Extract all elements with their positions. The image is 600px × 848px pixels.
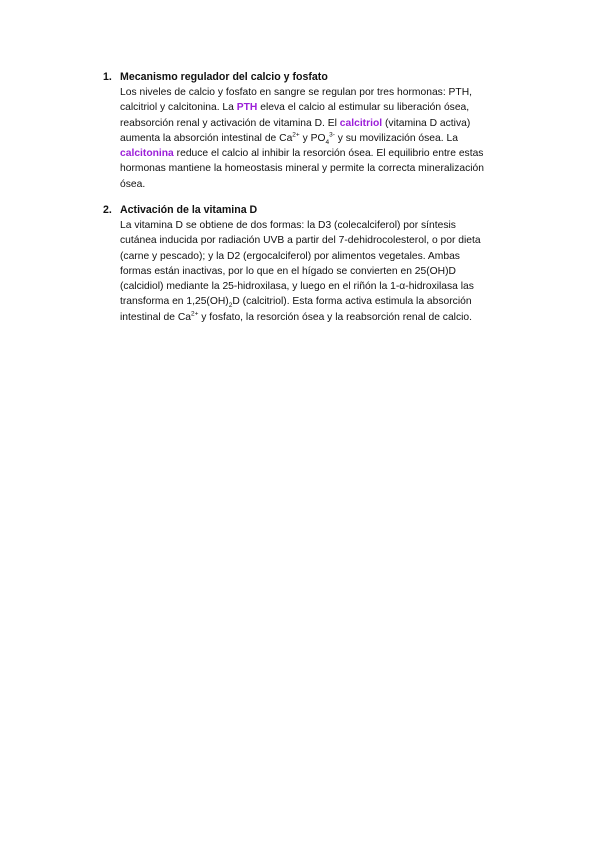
text-run: y PO — [299, 132, 326, 144]
text-run: D (calcitriol). Esta forma activa estimula la absorción — [232, 296, 472, 308]
superscript: 2+ — [190, 310, 199, 318]
section-paragraph — [120, 218, 520, 325]
paragraph-line — [120, 177, 520, 192]
text-run: intestinal de Ca — [120, 311, 191, 323]
paragraph-line — [120, 279, 520, 294]
paragraph-line — [120, 218, 520, 233]
text-run: Los niveles de calcio y fosfato en sangre se regulan por tres hormonas: PTH, — [120, 87, 472, 98]
text-run: (carne y pescado); y la D2 (ergocalciferol) por alimentos vegetales. Ambas — [120, 250, 460, 262]
text-run: ósea. — [120, 178, 146, 190]
section-calcium-phosphate-regulation — [103, 70, 523, 192]
paragraph-line — [120, 249, 520, 264]
paragraph-line — [120, 264, 520, 279]
text-run: reduce el calcio al inhibir la resorción ósea. El equilibrio entre estas — [173, 148, 484, 160]
highlight-term-pth: PTH — [236, 102, 258, 114]
text-run: y fosfato, la resorción ósea y la reabsorción renal de calcio. — [198, 311, 472, 323]
paragraph-line — [120, 294, 520, 309]
highlight-term-calcitriol: calcitriol — [339, 117, 383, 129]
text-run: La vitamina D se obtiene de dos formas: la D3 (colecalciferol) por síntesis — [120, 220, 456, 231]
section-heading — [103, 203, 523, 218]
section-vitamin-d-activation — [103, 203, 523, 325]
section-title: Mecanismo regulador del calcio y fosfato — [120, 71, 328, 83]
superscript: 2+ — [292, 131, 300, 139]
section-number: 2. — [103, 204, 112, 216]
text-run: reabsorción renal y activación de vitamina D. El — [120, 117, 340, 129]
text-run: y su movilización ósea. La — [334, 132, 458, 144]
paragraph-line — [120, 131, 520, 146]
text-run: formas están inactivas, por lo que en el hígado se convierten en 25(OH)D — [120, 265, 456, 277]
text-run: transforma en 1,25(OH) — [120, 296, 229, 308]
paragraph-line — [120, 100, 520, 115]
text-run: (calcidiol) mediante la 25-hidroxilasa, y luego en el riñón la 1-α-hidroxilasa las — [120, 281, 474, 293]
paragraph-line — [120, 85, 520, 100]
section-paragraph — [120, 85, 520, 192]
text-run: eleva el calcio al estimular su liberación ósea, — [257, 102, 470, 114]
paragraph-line — [120, 116, 520, 131]
text-run: hormonas mantiene la homeostasis mineral y permite la correcta mineralización — [120, 163, 484, 175]
paragraph-line — [120, 310, 520, 325]
subscript: 4 — [325, 138, 330, 146]
superscript: 3- — [329, 131, 335, 139]
paragraph-line — [120, 161, 520, 176]
paragraph-line — [120, 233, 520, 248]
text-run: aumenta la absorción intestinal de Ca — [120, 132, 293, 144]
section-heading — [103, 70, 523, 85]
paragraph-line — [120, 146, 520, 161]
highlight-term-calcitonina: calcitonina — [120, 148, 174, 160]
section-number: 1. — [103, 71, 112, 83]
text-run: calcitriol y calcitonina. La — [120, 102, 237, 114]
subscript: 2 — [228, 302, 233, 310]
section-title: Activación de la vitamina D — [120, 204, 258, 216]
text-run: cutánea inducida por radiación UVB a partir del 7-dehidrocolesterol, o por dieta — [120, 235, 481, 247]
text-run: (vitamina D activa) — [382, 117, 471, 129]
